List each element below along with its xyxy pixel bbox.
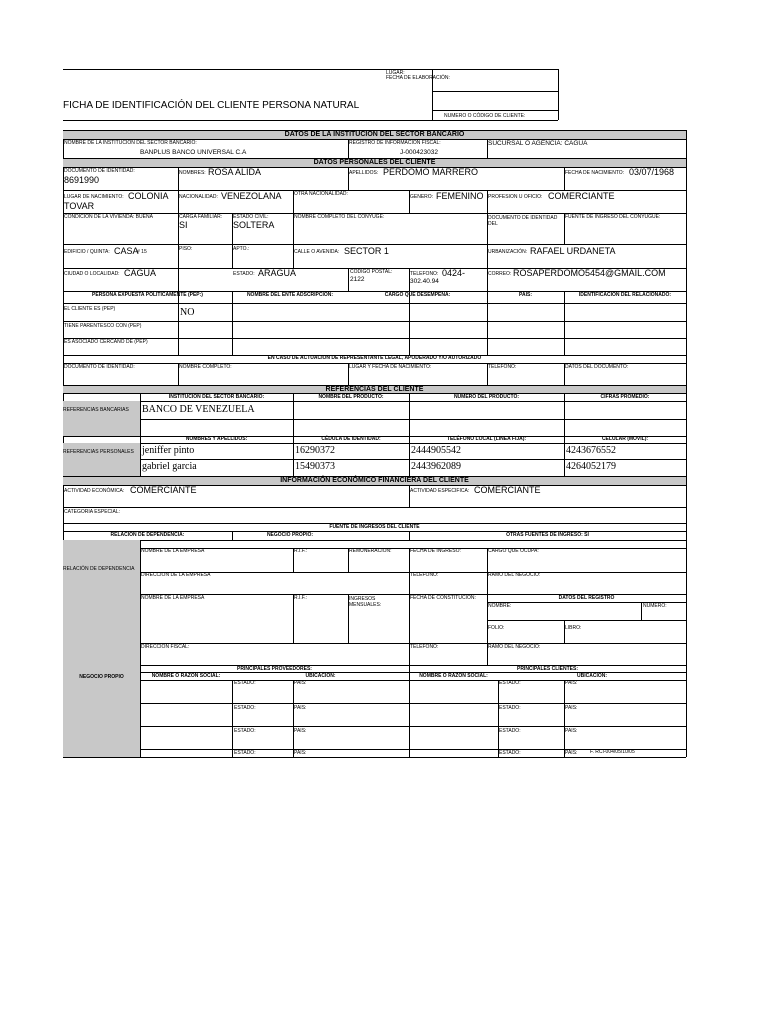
fecha-elaboracion-label: FECHA DE ELABORACIÓN: bbox=[386, 75, 450, 81]
rep-lugar-label: LUGAR Y FECHA DE NACIMIENTO: bbox=[349, 364, 432, 370]
apto-label: APTO.: bbox=[233, 246, 250, 252]
dependencia-label: RELACIÓN DE DEPENDENCIA bbox=[63, 566, 135, 572]
rule-line bbox=[63, 321, 686, 322]
condicion-vivienda-label: CONDICION DE LA VIVIENDA: BUENA bbox=[64, 214, 153, 220]
rule-line bbox=[63, 476, 686, 477]
fecha-nacimiento-value: 03/07/1968 bbox=[629, 167, 675, 177]
cell-divider bbox=[140, 393, 141, 476]
pep-col-ente: NOMBRE DEL ENTE ADSCRIPCIÓN: bbox=[246, 292, 334, 298]
neg-nombre-label: NOMBRE: bbox=[488, 603, 512, 609]
urbanizacion-value: RAFAEL URDANETA bbox=[530, 246, 616, 256]
prov-ubicacion-col: UBICACIÓN: bbox=[305, 673, 336, 679]
rep-documento-label: DOCUMENTO DE IDENTIDAD: bbox=[64, 364, 135, 370]
neg-telefono-label: TELEFONO: bbox=[410, 644, 439, 650]
rif-label: REGISTRO DE INFORMACIÓN FISCAL: bbox=[349, 140, 441, 146]
principales-proveedores-title: PRINCIPALES PROVEEDORES: bbox=[237, 666, 312, 672]
ref-persona-celular: 4243676552 bbox=[566, 445, 616, 456]
cli-pais-label: PAIS: bbox=[565, 705, 578, 711]
ref-bancarias-label: REFERENCIAS BANCARIAS bbox=[63, 407, 129, 413]
cell-divider bbox=[564, 680, 565, 757]
pep-col-persona: PERSONA EXPUESTA POLITICAMENTE (PEP:) bbox=[92, 292, 203, 298]
edificio-label: EDIFICIO / QUINTA: bbox=[64, 249, 110, 255]
genero-label: GENERO: bbox=[410, 194, 434, 200]
neg-libro-label: LIBRO: bbox=[565, 625, 582, 631]
rep-datos-documento-label: DATOS DEL DOCUMENTO: bbox=[565, 364, 629, 370]
ref-persona-cedula: 15490373 bbox=[295, 461, 335, 472]
categoria-especial-label: CATEGORIA ESPECIAL: bbox=[64, 509, 121, 515]
pep-col-cargo: CARGO QUE DESEMPEÑA: bbox=[384, 292, 451, 298]
codigo-cliente-label: NUMERO O CÓDIGO DE CLIENTE: bbox=[444, 113, 526, 119]
rule-line bbox=[63, 158, 686, 159]
codigo-postal-label: CÓDIGO POSTAL: bbox=[350, 269, 393, 275]
cell-divider bbox=[178, 268, 179, 291]
otra-nacionalidad-label: OTRA NACIONALIDAD: bbox=[294, 191, 348, 197]
neg-ingresos-label: INGRESOS MENSUALES: bbox=[349, 596, 382, 608]
actividad-economica-value: COMERCIANTE bbox=[130, 485, 197, 495]
fuente-ingreso-conyuge-label: FUENTE DE INGRESO DEL CONYUGUE: bbox=[565, 214, 661, 220]
negocio-propio-label: NEGOCIO PROPIO bbox=[79, 674, 124, 680]
ref-col-cifras: CIFRAS PROMEDIO: bbox=[600, 394, 650, 400]
ref-persona-telefono: 2444905542 bbox=[411, 445, 461, 456]
dep-remuneracion-label: REMUNERACION: bbox=[349, 548, 392, 554]
dep-direccion-label: DIRECCION DE LA EMPRESA bbox=[141, 572, 211, 578]
estado-civil-value: SOLTERA bbox=[233, 220, 275, 230]
neg-folio-label: FOLIO: bbox=[488, 625, 505, 631]
form-code: F. RCI-004/05/10/05 bbox=[590, 749, 635, 755]
cli-ubicacion-col: UBICACIÓN: bbox=[577, 673, 607, 679]
correo-value: ROSAPERDOMO5454@GMAIL.COM bbox=[513, 268, 666, 278]
dep-cargo-label: CARGO QUE OCUPA: bbox=[488, 548, 539, 554]
prov-pais-label: PAIS: bbox=[294, 680, 307, 686]
representante-title: EN CASO DE ACTUACION DE REPRESENTANTE LEGAL, APODERADO Y/O AUTORIZADO bbox=[267, 355, 482, 361]
rule-line bbox=[63, 665, 686, 666]
rule-line bbox=[63, 338, 686, 339]
telefono-label: TELEFONO: bbox=[410, 271, 439, 277]
ref-persona-nombre: gabriel garcia bbox=[142, 461, 197, 472]
carga-familiar-value: SI bbox=[179, 220, 188, 230]
neg-rif-label: R.I.F.: bbox=[294, 595, 308, 601]
rule-line bbox=[63, 385, 686, 386]
ref-persona-cedula: 16290372 bbox=[295, 445, 335, 456]
dep-ramo-label: RAMO DEL NEGOCIO: bbox=[488, 572, 541, 578]
rule-line bbox=[63, 419, 686, 420]
cli-estado-label: ESTADO: bbox=[499, 750, 521, 756]
correo-label: CORREO: bbox=[488, 271, 512, 277]
relacion-dependencia-col: RELACIÓN DE DEPENDENCIA: bbox=[110, 532, 185, 538]
rule-line bbox=[140, 726, 686, 727]
piso-label: PISO: bbox=[179, 246, 193, 252]
lugar-nacimiento-value: COLONIA bbox=[128, 191, 169, 201]
cli-estado-label: ESTADO: bbox=[499, 680, 521, 686]
neg-empresa-label: NOMBRE DE LA EMPRESA bbox=[141, 595, 205, 601]
ref-col-telefono: TELÉFONO LOCAL (LINEA FIJA): bbox=[446, 436, 527, 442]
prov-pais-label: PAIS: bbox=[294, 750, 307, 756]
lugar-nacimiento-value-2: TOVAR bbox=[64, 201, 95, 211]
banco-nombre-label: NOMBRE DE LA INSTITUCIÓN DEL SECTOR BANCARIO: bbox=[64, 140, 197, 146]
prov-estado-label: ESTADO: bbox=[234, 680, 256, 686]
pep-col-pais: PAÍS: bbox=[519, 292, 532, 298]
cell-divider bbox=[409, 594, 410, 643]
cli-razon-social-col: NOMBRE O RAZÓN SOCIAL: bbox=[419, 673, 488, 679]
neg-numero-label: NUMERO: bbox=[643, 603, 667, 609]
edificio-numero: # 15 bbox=[137, 249, 147, 255]
lugar-label: LUGAR: bbox=[386, 70, 405, 76]
cell-divider bbox=[409, 436, 410, 476]
section-personal-title: DATOS PERSONALES DEL CLIENTE bbox=[313, 159, 436, 166]
pep-col-identificacion: IDENTIFICACIÓN DEL RELACIONADO: bbox=[578, 292, 672, 298]
cell-divider bbox=[564, 436, 565, 476]
rule-line bbox=[63, 167, 686, 168]
lugar-nacimiento-label: LUGAR DE NACIMIENTO: bbox=[64, 194, 124, 200]
rule-line bbox=[487, 620, 686, 621]
cell-divider bbox=[293, 680, 294, 757]
section-banco-title: DATOS DE LA INSTITUCION DEL SECTOR BANCARIO bbox=[284, 131, 465, 138]
dep-rif-label: R.I.F.: bbox=[294, 548, 308, 554]
ciudad-label: CIUDAD O LOCALIDAD: bbox=[64, 271, 120, 277]
actividad-especifica-value: COMERCIANTE bbox=[474, 485, 541, 495]
rule-line bbox=[63, 303, 686, 304]
dep-empresa-label: NOMBRE DE LA EMPRESA bbox=[141, 548, 205, 554]
nombres-label: NOMBRES: bbox=[179, 170, 206, 176]
rule-line bbox=[63, 680, 686, 681]
fecha-nacimiento-label: FECHA DE NACIMIENTO: bbox=[565, 170, 625, 176]
actividad-especifica-label: ACTIVIDAD ESPECIFICA: bbox=[410, 488, 470, 494]
calle-value: SECTOR 1 bbox=[344, 246, 389, 256]
prov-estado-label: ESTADO: bbox=[234, 705, 256, 711]
prov-estado-label: ESTADO: bbox=[234, 750, 256, 756]
conyuge-label: NOMBRE COMPLETO DEL CONYUGE: bbox=[294, 214, 385, 220]
header-fecha-line bbox=[432, 91, 558, 92]
otras-fuentes-col: OTRAS FUENTES DE INGRESO: SI bbox=[506, 532, 589, 538]
principales-clientes-title: PRINCIPALES CLIENTES: bbox=[516, 666, 579, 672]
documento-identidad-label: DOCUMENTO DE IDENTIDAD: bbox=[64, 168, 135, 174]
band-ref-personales bbox=[63, 443, 140, 476]
header-bottom-line bbox=[63, 120, 558, 121]
cell-divider bbox=[232, 680, 233, 757]
estado-civil-label: ESTADO CIVIL: bbox=[233, 214, 269, 220]
pep-parentesco-label: TIENE PARENTESCO CON (PEP) bbox=[64, 323, 142, 329]
neg-datos-registro-title: DATOS DEL REGISTRO bbox=[558, 595, 615, 601]
cli-estado-label: ESTADO: bbox=[499, 728, 521, 734]
telefono-value: 0424- bbox=[442, 268, 466, 278]
apellidos-label: APELLIDOS: bbox=[349, 170, 379, 176]
cell-divider bbox=[293, 594, 294, 643]
ref-persona-nombre: jeniffer pinto bbox=[142, 445, 195, 456]
genero-value: FEMENINO bbox=[436, 191, 484, 201]
cell-divider bbox=[409, 291, 410, 355]
rep-telefono-label: TELEFONO: bbox=[488, 364, 517, 370]
cell-divider bbox=[348, 268, 349, 291]
rif-value: J-000423032 bbox=[400, 149, 438, 156]
rule-line bbox=[63, 401, 686, 402]
ref-col-nombres: NOMBRES Y APELLIDOS: bbox=[185, 436, 248, 442]
table-right-edge bbox=[686, 130, 687, 757]
rule-line bbox=[63, 443, 686, 444]
ref-banco-value: BANCO DE VENEZUELA bbox=[142, 404, 255, 415]
cell-divider bbox=[232, 291, 233, 355]
ref-col-celular: CELULAR (MOVIL): bbox=[601, 436, 649, 442]
prov-pais-label: PAIS: bbox=[294, 728, 307, 734]
carga-familiar-label: CARGA FAMILIAR: bbox=[179, 214, 223, 220]
rule-line bbox=[140, 703, 686, 704]
estado-label: ESTADO: bbox=[233, 271, 255, 277]
table-bottom-line bbox=[63, 757, 686, 758]
cell-divider bbox=[564, 620, 565, 643]
cell-divider bbox=[178, 291, 179, 355]
profesion-value: COMERCIANTE bbox=[548, 191, 615, 201]
rule-line bbox=[63, 244, 686, 245]
header-right-edge bbox=[558, 69, 559, 120]
ref-persona-telefono: 2443962089 bbox=[411, 461, 461, 472]
nacionalidad-label: NACIONALIDAD: bbox=[179, 194, 218, 200]
cli-pais-label: PAIS: bbox=[565, 680, 578, 686]
prov-estado-label: ESTADO: bbox=[234, 728, 256, 734]
header-codigo-line bbox=[432, 110, 558, 111]
prov-razon-social-col: NOMBRE O RAZÓN SOCIAL: bbox=[151, 673, 221, 679]
ref-col-institucion: INSTITUCION DEL SECTOR BANCARIO: bbox=[168, 394, 265, 400]
cli-pais-label: PAIS: bbox=[565, 750, 578, 756]
nombres-value: ROSA ALIDA bbox=[208, 167, 262, 177]
neg-fecha-constitucion-label: FECHA DE CONSTITUCIÓN: bbox=[410, 595, 476, 601]
ciudad-value: CAGUA bbox=[124, 268, 157, 278]
prov-pais-label: PAIS: bbox=[294, 705, 307, 711]
documento-conyuge-label: DOCUMENTO DE IDENTIDAD DEL bbox=[488, 215, 558, 227]
fuente-ingresos-title: FUENTE DE INGRESOS DEL CLIENTE bbox=[329, 524, 420, 530]
cell-divider bbox=[498, 680, 499, 757]
pep-asociado-label: ES ASOCIADO CERCANO DE (PEP) bbox=[64, 339, 148, 345]
section-referencias-title: REFERENCIAS DEL CLIENTE bbox=[325, 386, 424, 393]
nacionalidad-value: VENEZOLANA bbox=[221, 191, 282, 201]
estado-value: ARAGUA bbox=[258, 268, 297, 278]
rule-line bbox=[63, 507, 686, 508]
ref-col-numero: NUMERO DEL PRODUCTO: bbox=[453, 394, 520, 400]
cell-divider bbox=[487, 244, 488, 268]
cli-estado-label: ESTADO: bbox=[499, 705, 521, 711]
page-title: FICHA DE IDENTIFICACIÓN DEL CLIENTE PERSONA NATURAL bbox=[63, 100, 360, 111]
negocio-propio-col: NEGOCIO PROPIO: bbox=[266, 532, 314, 538]
ref-col-cedula: CÉDULA DE IDENTIDAD: bbox=[321, 436, 381, 442]
telefono-value-2: 302.40.94 bbox=[410, 278, 439, 285]
cell-divider bbox=[487, 291, 488, 355]
section-economica-title: INFORMACIÓN ECONÓMICO FINANCIERA DEL CLIENTE bbox=[280, 477, 469, 484]
sucursal-label: SUCURSAL O AGENCIA: CAGUA bbox=[488, 140, 588, 147]
dep-fecha-ingreso-label: FECHA DE INGRESO: bbox=[410, 548, 461, 554]
codigo-postal-value: 2122 bbox=[350, 276, 365, 283]
ref-personales-label: REFERENCIAS PERSONALES bbox=[63, 449, 134, 455]
ref-persona-celular: 4264052179 bbox=[566, 461, 616, 472]
rule-line bbox=[63, 130, 686, 131]
neg-ramo-label: RAMO DEL NEGOCIO: bbox=[488, 644, 541, 650]
cell-divider bbox=[564, 291, 565, 355]
profesion-label: PROFESION U OFICIO: bbox=[488, 194, 543, 200]
actividad-economica-label: ACTIVIDAD ECONÓMICA: bbox=[64, 488, 125, 494]
rep-nombre-label: NOMBRE COMPLETO: bbox=[179, 364, 232, 370]
ref-col-producto: NOMBRE DEL PRODUCTO: bbox=[318, 394, 384, 400]
header-top-line bbox=[63, 69, 558, 70]
documento-identidad-value: 8691990 bbox=[64, 175, 100, 185]
rule-line bbox=[63, 459, 686, 460]
rule-line bbox=[63, 540, 686, 541]
cli-pais-label: PAIS: bbox=[565, 728, 578, 734]
urbanizacion-label: URBANIZACIÓN: bbox=[488, 249, 528, 255]
pep-cliente-value: NO bbox=[180, 307, 195, 318]
cell-divider bbox=[293, 436, 294, 476]
pep-cliente-label: EL CLIENTE ES (PEP) bbox=[64, 306, 116, 312]
apellidos-value: PERDOMO MARRERO bbox=[383, 167, 479, 177]
edificio-value: CASA bbox=[114, 246, 139, 256]
cell-divider bbox=[641, 603, 642, 620]
banco-nombre-value: BANPLUS BANCO UNIVERSAL C.A bbox=[140, 149, 247, 156]
calle-label: CALLE O AVENIDA: bbox=[294, 249, 340, 255]
neg-direccion-fiscal-label: DIRECCIÓN FISCAL: bbox=[141, 644, 190, 650]
dep-telefono-label: TELEFONO: bbox=[410, 572, 439, 578]
cell-divider bbox=[293, 244, 294, 268]
